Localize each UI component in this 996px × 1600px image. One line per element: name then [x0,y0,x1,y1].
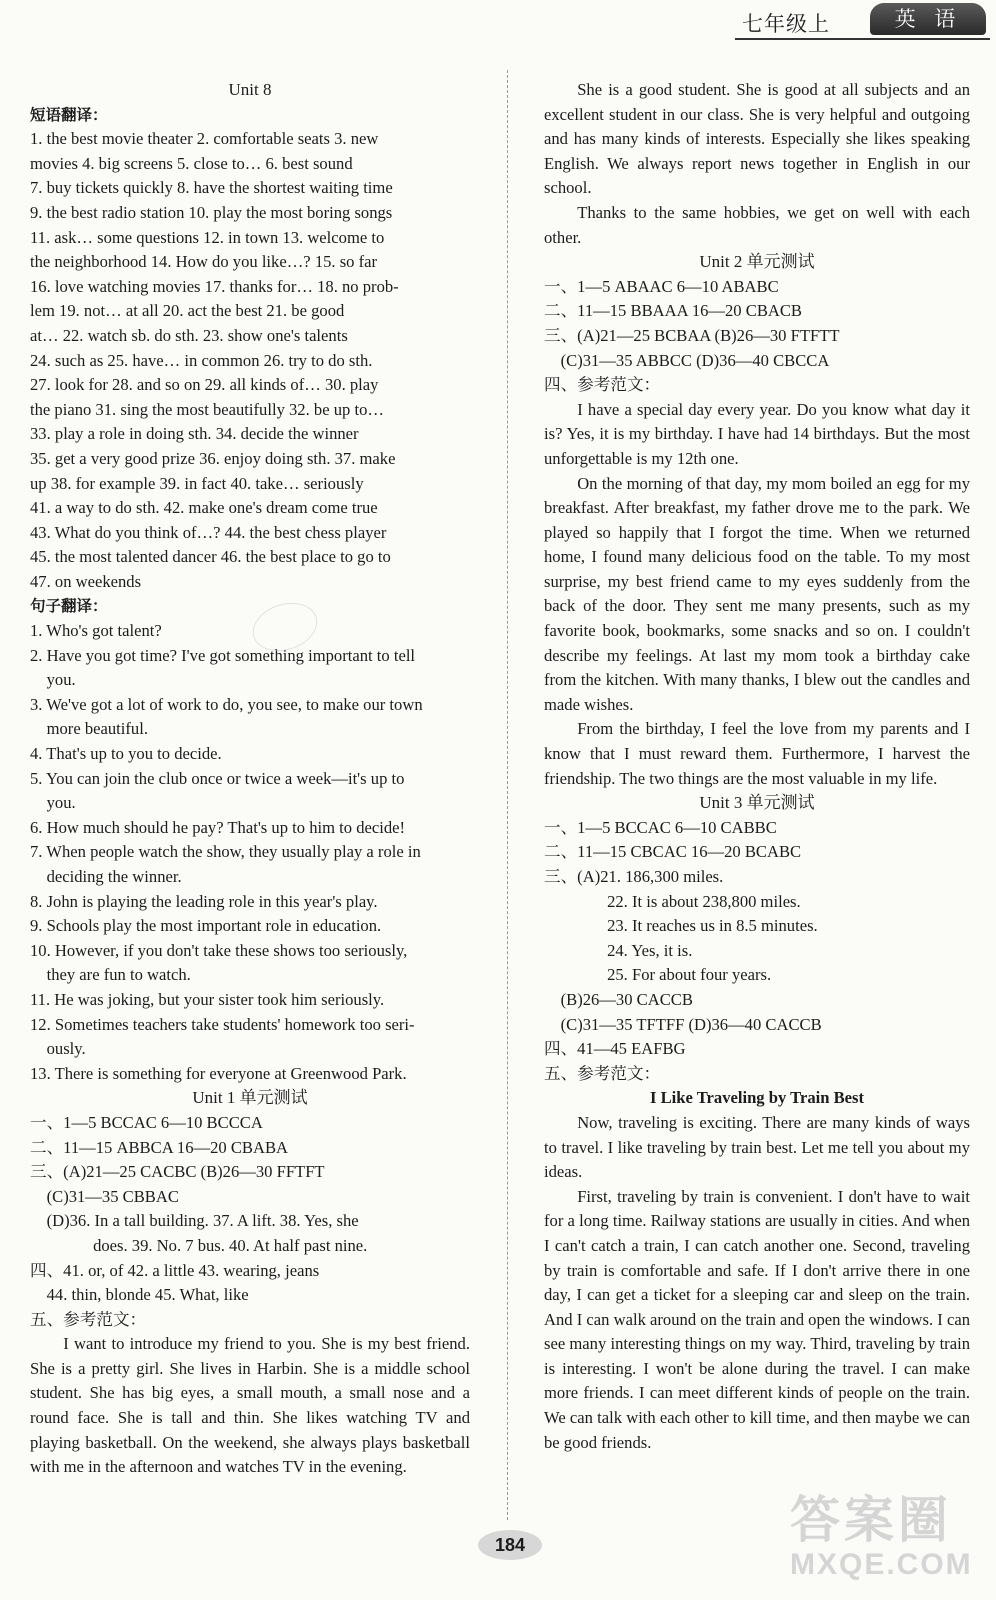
sentence-line: 1. Who's got talent? [30,621,162,641]
answer-line: 一、1—5 BCCAC 6—10 CABBC [544,817,777,837]
sentence-line: 11. He was joking, but your sister took him seriously. [30,989,385,1009]
header-rule [735,38,990,40]
left-column [30,78,470,1480]
essay1-continued [544,78,970,250]
answer-line: 二、11—15 CBCAC 16—20 BCABC [544,842,802,862]
answer-line: 二、11—15 BBAAA 16—20 CBACB [544,301,803,321]
sentence-line: 12. Sometimes teachers take students' homework too seri- [30,1014,415,1034]
answer-line: (C)31—35 ABBCC (D)36—40 CBCCA [560,350,830,370]
answer-line: 三、(A)21—25 CACBC (B)26—30 FFTFT [30,1162,325,1182]
sentence-line: 9. Schools play the most important role in education. [30,916,382,936]
answer-line: 一、1—5 BCCAC 6—10 BCCCA [30,1112,263,1132]
phrase-line: 24. such as 25. have… in common 26. try to do sth. [30,350,373,370]
essay-paragraph: Now, traveling is exciting. There are many kinds of ways to travel. I like traveling by train best. Let me tell you about my ideas. [544,1112,970,1182]
sentence-line: 8. John is playing the leading role in this year's play. [30,891,378,911]
phrase-line: 45. the most talented dancer 46. the best place to go to [30,547,391,567]
sentence-line: 7. When people watch the show, they usually play a role in [30,842,421,862]
answer-line: 四、参考范文： [544,375,661,395]
sentence-line: you. [46,793,76,813]
essay2 [544,398,970,792]
phrase-list [30,127,470,594]
answer-line: 二、11—15 ABBCA 16—20 CBABA [30,1137,289,1157]
answer-line: 23. It reaches us in 8.5 minutes. [607,916,818,936]
sentence-line: 13. There is something for everyone at Greenwood Park. [30,1063,407,1083]
phrase-line: at… 22. watch sb. do sth. 23. show one's talents [30,325,348,345]
phrase-line: 33. play a role in doing sth. 34. decide the winner [30,424,359,444]
phrase-line: the neighborhood 14. How do you like…? 15. so far [30,252,378,272]
phrase-line: 35. get a very good prize 36. enjoy doing sth. 37. make [30,448,396,468]
essay3 [544,1111,970,1455]
sentence-heading: 句子翻译： [30,597,108,616]
answer-line: 25. For about four years. [607,965,772,985]
answer-line: 四、41. or, of 42. a little 43. wearing, jeans [30,1260,320,1280]
sentence-line: you. [46,670,76,690]
phrase-line: movies 4. big screens 5. close to… 6. best sound [30,153,353,173]
answer-line: 24. Yes, it is. [607,940,693,960]
phrase-line: lem 19. not… at all 20. act the best 21. be good [30,301,345,321]
unit3-more-answers [544,988,970,1086]
answer-line: (D)36. In a tall building. 37. A lift. 38. Yes, she [46,1211,359,1231]
watermark-url: MXQE.COM [790,1548,973,1581]
phrase-line: 47. on weekends [30,571,142,591]
sentence-line: 6. How much should he pay? That's up to him to decide! [30,817,406,837]
essay1 [30,1332,470,1480]
unit2-answers [544,275,970,398]
watermark-top: 答案圈 [790,1492,952,1548]
phrase-heading: 短语翻译： [30,105,108,124]
answer-line: 五、参考范文： [544,1063,661,1083]
answer-line: 三、(A)21—25 BCBAA (B)26—30 FTFTT [544,325,840,345]
phrase-line: 9. the best radio station 10. play the most boring songs [30,202,393,222]
essay-paragraph: First, traveling by train is convenient. I don't have to wait for a long time. Railway stations are usually in cities. And when I can't catch a train, I can catch another one. Second, traveling by train is comfortable and safe. If I don't arrive there in one day, I can get a ticket for a sleeping car and sleep on the train. And I can walk around on the train and open the windows. I can see many interesting things on my way. Third, traveling by train is interesting. I won't be alone during the travel. I can make more friends. I can meet different kinds of people on the train. We can talk with each other to kill time, and then maybe we can be good friends. [544,1186,970,1452]
phrase-line: 11. ask… some questions 12. in town 13. welcome to [30,227,385,247]
sentence-line: 10. However, if you don't take these shows too seriously, [30,940,408,960]
phrase-line: up 38. for example 39. in fact 40. take… seriously [30,473,364,493]
unit3-answers [544,816,970,890]
subject-tab: 英 语 [870,3,986,35]
unit3-title: Unit 3 单元测试 [699,793,815,813]
grade-label: 七年级上 [742,12,830,36]
sentence-line: 3. We've got a lot of work to do, you see, to make our town [30,694,423,714]
unit3-sub-answers [544,890,970,988]
answer-line: 22. It is about 238,800 miles. [607,891,801,911]
unit8-title: Unit 8 [228,80,272,99]
sentence-line: they are fun to watch. [46,965,191,985]
essay-paragraph: Thanks to the same hobbies, we get on well with each other. [544,202,970,247]
phrase-line: 16. love watching movies 17. thanks for… 18. no prob- [30,276,399,296]
unit1-answers [30,1111,470,1332]
answer-line: (C)31—35 TFTFF (D)36—40 CACCB [560,1014,822,1034]
answer-line: 五、参考范文： [30,1309,147,1329]
page-number: 184 [478,1530,542,1560]
phrase-line: 41. a way to do sth. 42. make one's dream come true [30,498,378,518]
answer-line: 四、41—45 EAFBG [544,1039,686,1059]
column-divider [507,70,508,1520]
phrase-line: 7. buy tickets quickly 8. have the shortest waiting time [30,178,393,198]
sentence-line: 5. You can join the club once or twice a week—it's up to [30,768,405,788]
phrase-line: 43. What do you think of…? 44. the best chess player [30,522,387,542]
sentence-line: 2. Have you got time? I've got something important to tell [30,645,416,665]
essay-paragraph: I want to introduce my friend to you. She is my best friend. She is a pretty girl. She lives in Harbin. She is a middle school student. She has big eyes, a small mouth, a small nose and a round face. She is tall and thin. She likes watching TV and playing basketball. On the weekend, she always plays basketball with me in the afternoon and watches TV in the evening. [30,1334,470,1477]
sentence-list [30,619,470,1086]
unit1-title: Unit 1 单元测试 [192,1088,308,1108]
answer-line: 44. thin, blonde 45. What, like [46,1285,249,1305]
essay-paragraph: On the morning of that day, my mom boiled an egg for my breakfast. After breakfast, my father drove me to the park. We played so happily that I forgot the time. When we returned home, I found many delicious food on the table. To my most surprise, my best friend came to my eyes suddenly from the back of the door. They sent me many presents, such as my favorite book, bookmarks, some snacks and so on. I couldn't describe my feelings. At last my mom took a birthday cake from the kitchen. With many thanks, I blew out the candles and made wishes. [544,473,970,714]
right-column [544,78,970,1455]
essay-paragraph: She is a good student. She is good at all subjects and an excellent student in our class. She is very helpful and outgoing and has many kinds of interests. Especially she likes speaking English. We always report news together in English in our school. [544,80,970,198]
sentence-line: more beautiful. [46,719,148,739]
essay3-title: I Like Traveling by Train Best [649,1088,865,1108]
essay-paragraph: I have a special day every year. Do you know what day it is? Yes, it is my birthday. I have had 14 birthdays. But the most unforgettable is my 12th one. [544,399,970,468]
phrase-line: 1. the best movie theater 2. comfortable seats 3. new [30,129,379,149]
essay-paragraph: From the birthday, I feel the love from my parents and I know that I must reward them. Furthermore, I harvest the friendship. The two things are the most valuable in my life. [544,719,970,788]
answer-line: 三、(A)21. 186,300 miles. [544,867,724,886]
phrase-line: 27. look for 28. and so on 29. all kinds of… 30. play [30,375,379,395]
page-header [0,0,996,44]
sentence-line: deciding the winner. [46,867,182,886]
answer-line: (C)31—35 CBBAC [46,1186,179,1206]
answer-line: (B)26—30 CACCB [560,989,693,1009]
answer-line: 一、1—5 ABAAC 6—10 ABABC [544,276,779,296]
phrase-line: the piano 31. sing the most beautifully 32. be up to… [30,399,384,419]
sentence-line: 4. That's up to you to decide. [30,744,222,764]
watermark-logo [790,1492,990,1592]
sentence-line: ously. [46,1039,86,1059]
unit2-title: Unit 2 单元测试 [699,252,815,272]
answer-line: does. 39. No. 7 bus. 40. At half past nine. [93,1235,368,1255]
